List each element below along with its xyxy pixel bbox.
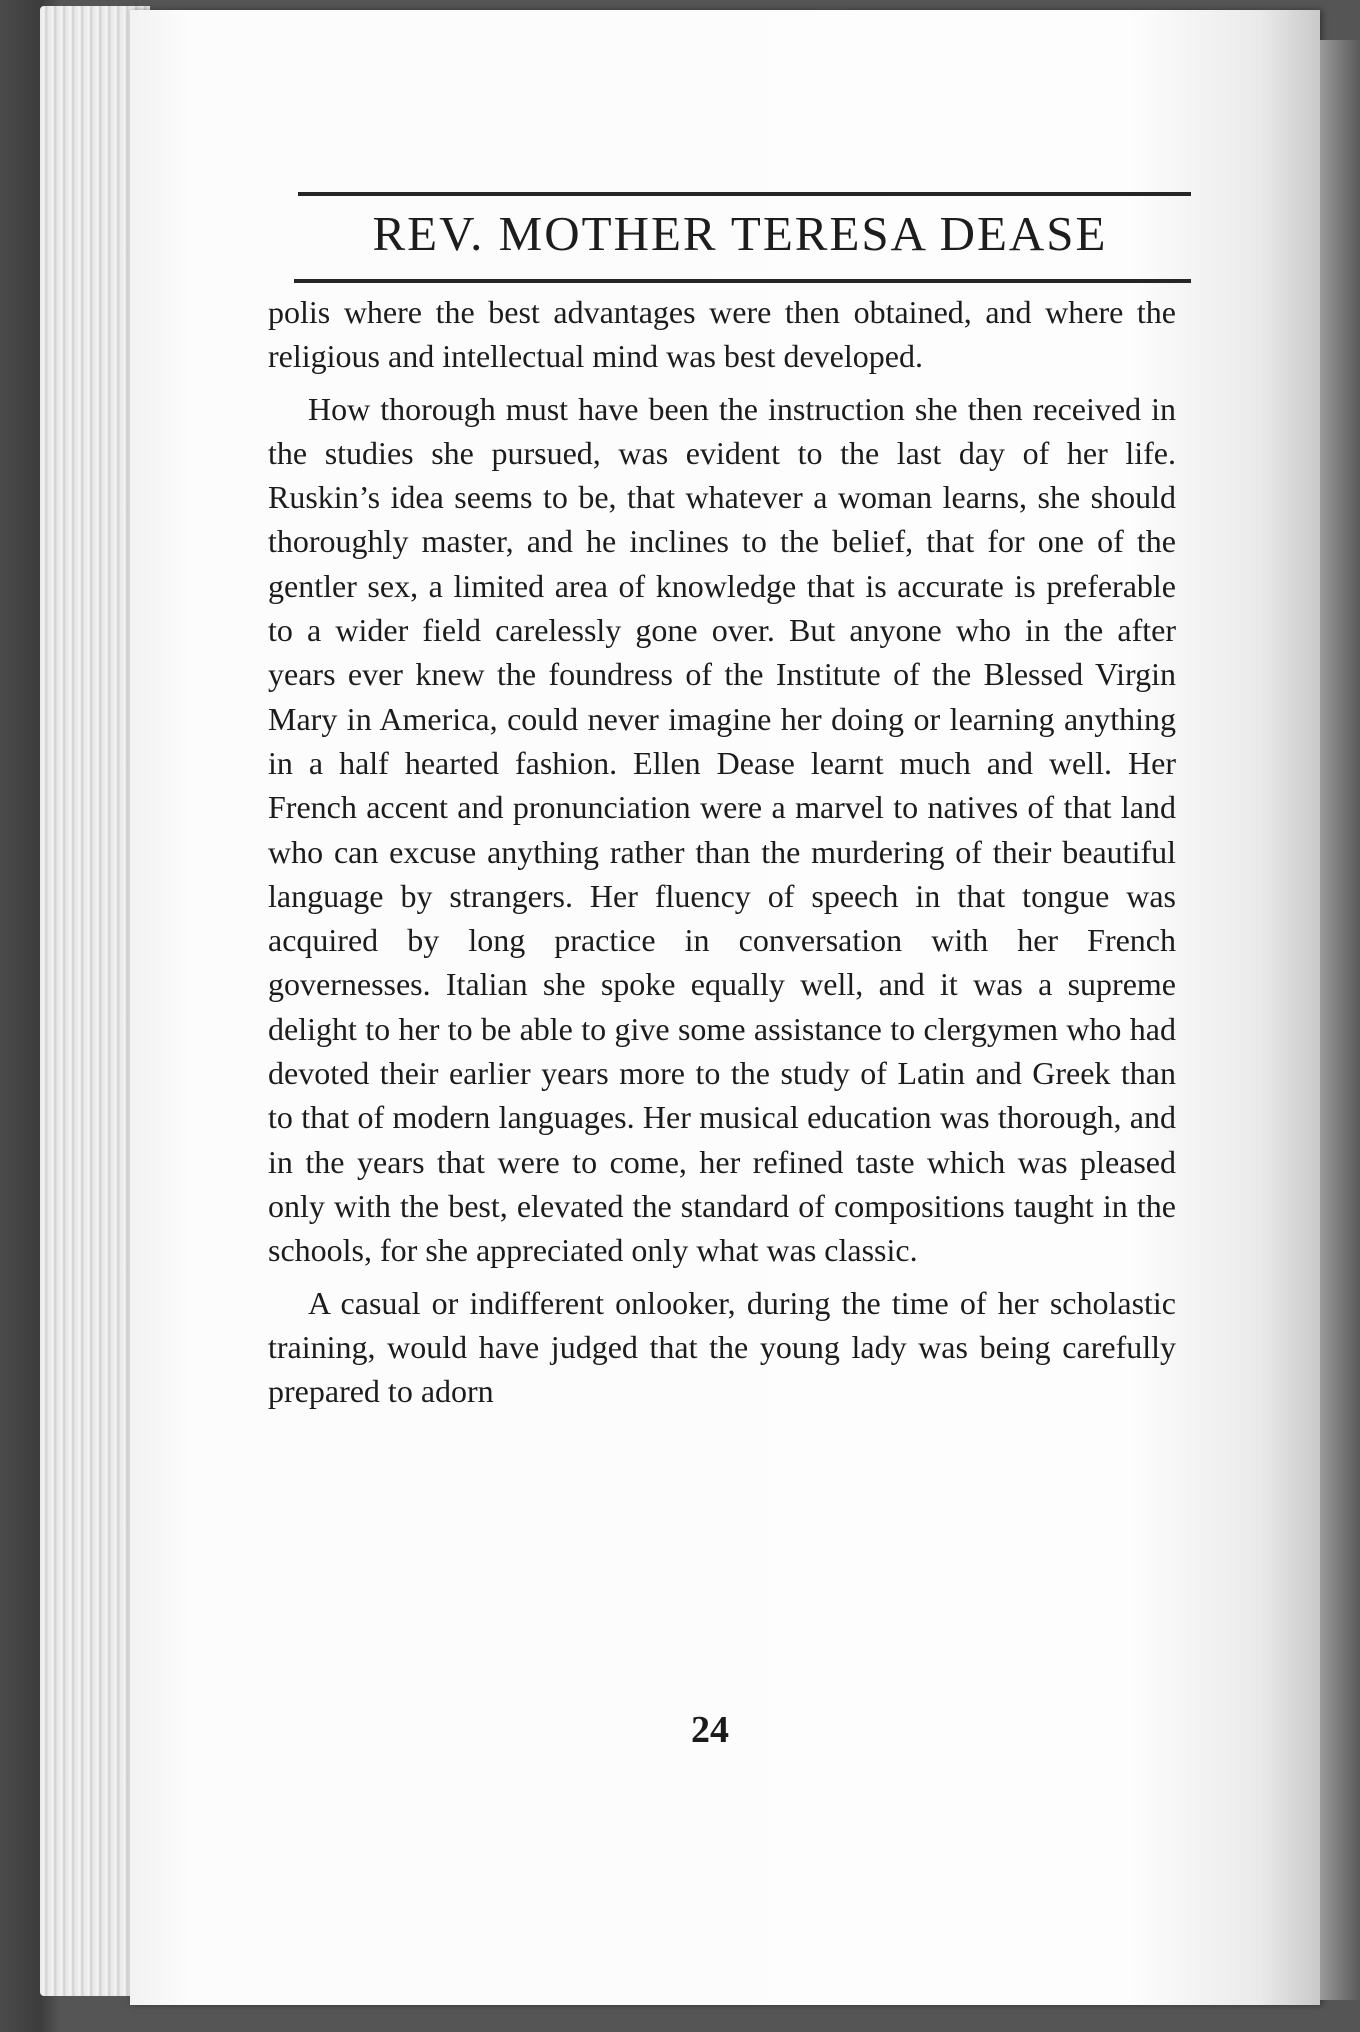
header-rule-bottom [294,279,1191,283]
page-number: 24 [691,1709,729,1751]
paragraph-continued: polis where the best advantages were then obtained, and where the religious and intellectual mind was best developed. [268,294,1176,375]
running-head: REV. MOTHER TERESA DEASE [372,206,1108,261]
header-rule-top [298,192,1191,196]
paragraph-education: How thorough must have been the instruction she then received in the studies she pursued, was evident to the last day of her life. Ruskin’s idea seems to be, that whatever a woman learns, she should thoroughly master, and he inclines to the belief, that for one of the gentler sex, a limited area of knowledge that is accurate is preferable to a wider field carelessly gone over. But anyone who in the after years ever knew the foundress of the Institute of the Blessed Virgin Mary in America, could never imagine her doing or learning anything in a half hearted fashion. Ellen Dease learnt much and well. Her French accent and pronunciation were a marvel to natives of that land who can excuse anything rather than the murdering of their beautiful language by strangers. Her fluency of speech in that tongue was acquired by long practice in conversation with her French governesses. Italian she spoke equally well, and it was a supreme delight to her to be able to give some assistance to clergymen who had devoted their earlier years more to the study of Latin and Greek than to that of modern languages. Her musical education was thorough, and in the years that were to come, her refined taste which was pleased only with the best, elevated the standard of compositions taught in the schools, for she appreciated only what was classic. [268,390,1176,1269]
paragraph-onlooker: A casual or indifferent onlooker, during the time of her scholastic training, would have judged that the young lady was being carefully prepared to adorn [268,1284,1176,1410]
body-text [268,290,1176,1421]
binding-shadow [1320,40,1360,2000]
